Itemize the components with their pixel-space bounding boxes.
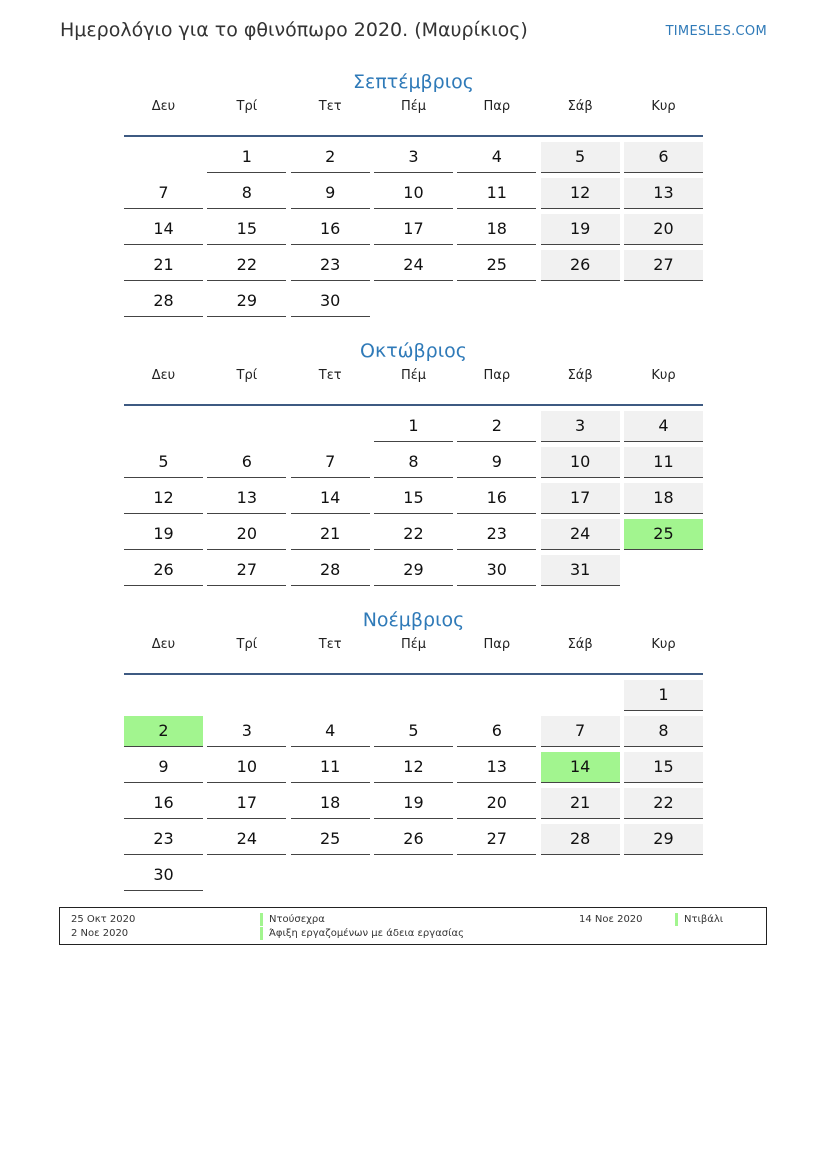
day-cell: 31	[541, 555, 620, 586]
legend-date: 14 Νοε 2020	[579, 914, 643, 925]
day-cell: 9	[291, 178, 370, 209]
day-cell: 29	[207, 286, 286, 317]
empty-day-cell	[624, 860, 703, 890]
day-cell: 2	[291, 142, 370, 173]
day-cell: 22	[374, 519, 453, 550]
month-title: Νοέμβριος	[362, 609, 465, 631]
day-cell: 11	[291, 752, 370, 783]
day-cell: 19	[124, 519, 203, 550]
day-cell: 22	[207, 250, 286, 281]
day-cell: 11	[457, 178, 536, 209]
day-cell: 28	[124, 286, 203, 317]
day-cell: 14	[291, 483, 370, 514]
day-cell: 5	[541, 142, 620, 173]
day-cell: 29	[374, 555, 453, 586]
day-cell: 13	[457, 752, 536, 783]
day-cell: 15	[374, 483, 453, 514]
weekday-label: Παρ	[483, 99, 511, 114]
day-cell: 7	[541, 716, 620, 747]
day-cell: 8	[374, 447, 453, 478]
weekday-label: Δευ	[151, 637, 176, 652]
day-cell: 10	[541, 447, 620, 478]
site-link[interactable]: TIMESLES.COM	[665, 24, 767, 39]
week-row	[124, 483, 703, 519]
day-cell: 27	[457, 824, 536, 855]
day-cell: 16	[291, 214, 370, 245]
day-cell: 12	[124, 483, 203, 514]
day-cell: 7	[124, 178, 203, 209]
day-cell: 14	[541, 752, 620, 783]
day-cell: 25	[624, 519, 703, 550]
day-cell: 13	[624, 178, 703, 209]
weekday-label: Δευ	[151, 99, 176, 114]
day-cell: 13	[207, 483, 286, 514]
empty-day-cell	[457, 286, 536, 316]
day-cell: 30	[457, 555, 536, 586]
day-cell: 20	[457, 788, 536, 819]
weekday-header	[124, 635, 703, 675]
empty-day-cell	[291, 680, 370, 710]
week-row	[124, 824, 703, 860]
weekday-label: Πέμ	[400, 368, 427, 383]
day-cell: 2	[124, 716, 203, 747]
day-cell: 3	[207, 716, 286, 747]
day-cell: 25	[291, 824, 370, 855]
day-cell: 5	[374, 716, 453, 747]
weekday-label: Τρί	[236, 99, 258, 114]
day-cell: 4	[291, 716, 370, 747]
month-november	[124, 605, 703, 896]
empty-day-cell	[541, 860, 620, 890]
day-cell: 12	[541, 178, 620, 209]
weekday-label: Παρ	[483, 368, 511, 383]
day-cell: 24	[207, 824, 286, 855]
day-cell: 9	[124, 752, 203, 783]
week-row	[124, 519, 703, 555]
day-cell: 26	[374, 824, 453, 855]
week-row	[124, 250, 703, 286]
day-cell: 8	[624, 716, 703, 747]
day-cell: 10	[207, 752, 286, 783]
day-cell: 22	[624, 788, 703, 819]
weekday-label: Σάβ	[567, 637, 593, 652]
day-cell: 9	[457, 447, 536, 478]
day-cell: 27	[207, 555, 286, 586]
weekday-label: Τετ	[318, 99, 342, 114]
legend-holiday-name: Άφιξη εργαζομένων με άδεια εργασίας	[260, 927, 464, 940]
legend-date: 25 Οκτ 2020	[71, 914, 136, 925]
holiday-legend	[59, 907, 767, 945]
week-row	[124, 286, 703, 322]
day-cell: 23	[124, 824, 203, 855]
day-cell: 16	[457, 483, 536, 514]
day-cell: 6	[457, 716, 536, 747]
day-cell: 24	[374, 250, 453, 281]
legend-holiday-name: Ντούσεχρα	[260, 913, 325, 926]
day-cell: 21	[291, 519, 370, 550]
weekday-label: Κυρ	[651, 368, 676, 383]
day-cell: 26	[541, 250, 620, 281]
day-cell: 26	[124, 555, 203, 586]
day-cell: 4	[624, 411, 703, 442]
day-cell: 28	[541, 824, 620, 855]
day-cell: 27	[624, 250, 703, 281]
week-row	[124, 788, 703, 824]
empty-day-cell	[541, 286, 620, 316]
month-title: Σεπτέμβριος	[353, 71, 474, 93]
day-cell: 8	[207, 178, 286, 209]
week-row	[124, 411, 703, 447]
week-row	[124, 716, 703, 752]
day-cell: 20	[624, 214, 703, 245]
week-row	[124, 555, 703, 591]
day-cell: 12	[374, 752, 453, 783]
weekday-header	[124, 366, 703, 406]
day-cell: 1	[624, 680, 703, 711]
weekday-label: Σάβ	[567, 368, 593, 383]
weekday-label: Δευ	[151, 368, 176, 383]
day-cell: 30	[291, 286, 370, 317]
legend-date: 2 Νοε 2020	[71, 928, 129, 939]
empty-day-cell	[374, 286, 453, 316]
empty-day-cell	[374, 860, 453, 890]
empty-day-cell	[624, 286, 703, 316]
day-cell: 11	[624, 447, 703, 478]
empty-day-cell	[624, 555, 703, 585]
empty-day-cell	[291, 860, 370, 890]
week-row	[124, 178, 703, 214]
week-row	[124, 142, 703, 178]
day-cell: 17	[374, 214, 453, 245]
day-cell: 30	[124, 860, 203, 891]
empty-day-cell	[541, 680, 620, 710]
day-cell: 23	[291, 250, 370, 281]
empty-day-cell	[291, 411, 370, 441]
month-october	[124, 336, 703, 591]
empty-day-cell	[207, 860, 286, 890]
day-cell: 19	[541, 214, 620, 245]
day-cell: 1	[374, 411, 453, 442]
day-cell: 4	[457, 142, 536, 173]
day-cell: 17	[541, 483, 620, 514]
legend-row	[60, 927, 766, 940]
day-cell: 15	[624, 752, 703, 783]
weekday-label: Πέμ	[400, 637, 427, 652]
empty-day-cell	[374, 680, 453, 710]
weekday-label: Κυρ	[651, 637, 676, 652]
empty-day-cell	[207, 411, 286, 441]
empty-day-cell	[124, 680, 203, 710]
week-row	[124, 680, 703, 716]
page-title: Ημερολόγιο για το φθινόπωρο 2020. (Μαυρίκιος)	[60, 19, 528, 41]
day-cell: 23	[457, 519, 536, 550]
weekday-label: Πέμ	[400, 99, 427, 114]
day-cell: 21	[124, 250, 203, 281]
month-title: Οκτώβριος	[360, 340, 467, 362]
empty-day-cell	[124, 142, 203, 172]
day-cell: 17	[207, 788, 286, 819]
weekday-label: Σάβ	[567, 99, 593, 114]
week-row	[124, 860, 703, 896]
day-cell: 15	[207, 214, 286, 245]
day-cell: 3	[374, 142, 453, 173]
day-cell: 21	[541, 788, 620, 819]
day-cell: 24	[541, 519, 620, 550]
day-cell: 6	[207, 447, 286, 478]
day-cell: 1	[207, 142, 286, 173]
week-row	[124, 214, 703, 250]
weekday-header	[124, 97, 703, 137]
day-cell: 6	[624, 142, 703, 173]
weekday-label: Τρί	[236, 637, 258, 652]
day-cell: 7	[291, 447, 370, 478]
weekday-label: Τρί	[236, 368, 258, 383]
empty-day-cell	[457, 680, 536, 710]
empty-day-cell	[207, 680, 286, 710]
week-row	[124, 447, 703, 483]
day-cell: 16	[124, 788, 203, 819]
month-september	[124, 67, 703, 322]
week-row	[124, 752, 703, 788]
weekday-label: Παρ	[483, 637, 511, 652]
day-cell: 19	[374, 788, 453, 819]
day-cell: 25	[457, 250, 536, 281]
weekday-label: Κυρ	[651, 99, 676, 114]
day-cell: 14	[124, 214, 203, 245]
day-cell: 18	[457, 214, 536, 245]
legend-row	[60, 913, 766, 926]
day-cell: 18	[291, 788, 370, 819]
day-cell: 10	[374, 178, 453, 209]
day-cell: 28	[291, 555, 370, 586]
empty-day-cell	[124, 411, 203, 441]
empty-day-cell	[457, 860, 536, 890]
legend-holiday-name: Ντιβάλι	[675, 913, 723, 926]
weekday-label: Τετ	[318, 637, 342, 652]
weekday-label: Τετ	[318, 368, 342, 383]
day-cell: 18	[624, 483, 703, 514]
day-cell: 3	[541, 411, 620, 442]
day-cell: 29	[624, 824, 703, 855]
day-cell: 2	[457, 411, 536, 442]
day-cell: 5	[124, 447, 203, 478]
day-cell: 20	[207, 519, 286, 550]
